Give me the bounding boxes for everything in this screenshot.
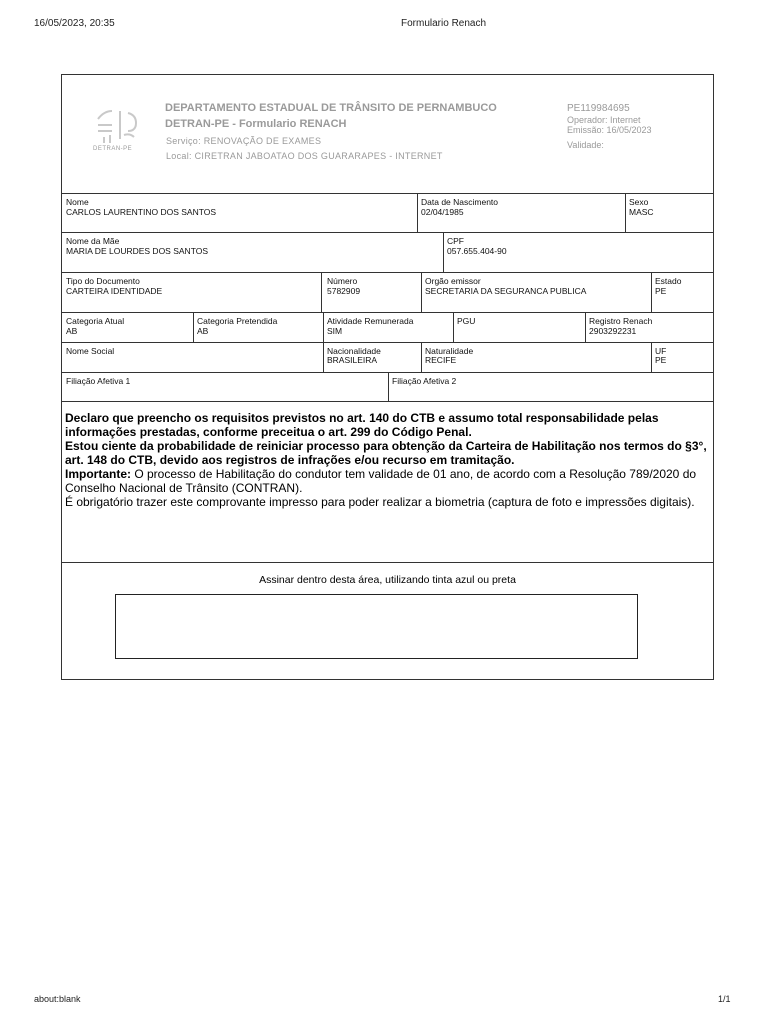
cat-pret-value: AB <box>197 326 209 336</box>
print-url: about:blank <box>34 994 81 1004</box>
nome-value: CARLOS LAURENTINO DOS SANTOS <box>66 207 217 217</box>
registro-label: Registro Renach <box>589 316 653 326</box>
print-doc-title: Formulario Renach <box>401 18 487 29</box>
protocol-number: PE119984695 <box>567 103 630 114</box>
filiacao-2-label: Filiação Afetiva 2 <box>392 376 457 386</box>
servico: Serviço: RENOVAÇÃO DE EXAMES <box>166 136 322 146</box>
cpf-label: CPF <box>447 236 464 246</box>
naturalidade-label: Naturalidade <box>425 346 474 356</box>
tipo-doc-value: CARTEIRA IDENTIDADE <box>66 286 163 296</box>
uf-label: UF <box>655 346 667 356</box>
naturalidade-value: RECIFE <box>425 355 457 365</box>
sexo-value: MASC <box>629 207 654 217</box>
nome-label: Nome <box>66 197 89 207</box>
validade: Validade: <box>567 140 604 150</box>
uf-value: PE <box>655 355 667 365</box>
local: Local: CIRETRAN JABOATAO DOS GUARARAPES - INTERNET <box>166 151 443 161</box>
atividade-value: SIM <box>327 326 343 336</box>
signature-box[interactable] <box>115 594 638 659</box>
important-label: Importante: <box>65 467 131 481</box>
mae-label: Nome da Mãe <box>66 236 120 246</box>
nascimento-label: Data de Nascimento <box>421 197 499 207</box>
renach-form <box>61 74 714 680</box>
estado-value: PE <box>655 286 667 296</box>
orgao-label: Orgão emissor <box>425 276 481 286</box>
operador: Operador: Internet <box>567 115 641 125</box>
detran-logo <box>90 101 145 156</box>
decl-p4: É obrigatório trazer este comprovante impresso para poder realizar a biometria (captura de foto e impressões digitais). <box>65 495 695 509</box>
form-subtitle: DETRAN-PE - Formulario RENACH <box>165 118 347 130</box>
emissao: Emissão: 16/05/2023 <box>567 125 652 135</box>
nacionalidade-value: BRASILEIRA <box>327 355 378 365</box>
decl-p2b: art. 148 do CTB, devido aos registros de infrações e/ou recurso em tramitação. <box>65 453 515 467</box>
cat-pret-label: Categoria Pretendida <box>197 316 278 326</box>
orgao-value: SECRETARIA DA SEGURANCA PUBLICA <box>425 286 587 296</box>
numero-value: 5782909 <box>327 286 361 296</box>
nacionalidade-label: Nacionalidade <box>327 346 381 356</box>
important-text: O processo de Habilitação do condutor tem validade de 01 ano, de acordo com a Resolução 789/2020 do <box>131 467 697 481</box>
cpf-value: 057.655.404-90 <box>447 246 507 256</box>
declaration <box>65 411 708 509</box>
logo-text: DETRAN-PE <box>93 146 133 152</box>
important-cont: Conselho Nacional de Trânsito (CONTRAN). <box>65 481 303 495</box>
mae-value: MARIA DE LOURDES DOS SANTOS <box>66 246 209 256</box>
tipo-doc-label: Tipo do Documento <box>66 276 140 286</box>
registro-value: 2903292231 <box>589 326 637 336</box>
nome-social-label: Nome Social <box>66 346 115 356</box>
print-page-number: 1/1 <box>718 994 731 1004</box>
dept-title: DEPARTAMENTO ESTADUAL DE TRÂNSITO DE PERNAMBUCO <box>165 102 497 114</box>
decl-p2a: Estou ciente da probabilidade de reiniciar processo para obtenção da Carteira de Habilitação nos termos do §3°, <box>65 439 707 453</box>
sexo-label: Sexo <box>629 197 649 207</box>
estado-label: Estado <box>655 276 682 286</box>
nascimento-value: 02/04/1985 <box>421 207 464 217</box>
print-datetime: 16/05/2023, 20:35 <box>34 18 115 29</box>
numero-label: Número <box>327 276 358 286</box>
filiacao-1-label: Filiação Afetiva 1 <box>66 376 131 386</box>
atividade-label: Atividade Remunerada <box>327 316 414 326</box>
cat-atual-label: Categoria Atual <box>66 316 125 326</box>
cat-atual-value: AB <box>66 326 78 336</box>
signature-caption: Assinar dentro desta área, utilizando tinta azul ou preta <box>259 574 516 586</box>
decl-p1: Declaro que preencho os requisitos previstos no art. 140 do CTB e assumo total responsabilidade pelas informações prestadas, conforme preceitua o art. 299 do Código Penal. <box>65 411 659 439</box>
pgu-label: PGU <box>457 316 476 326</box>
